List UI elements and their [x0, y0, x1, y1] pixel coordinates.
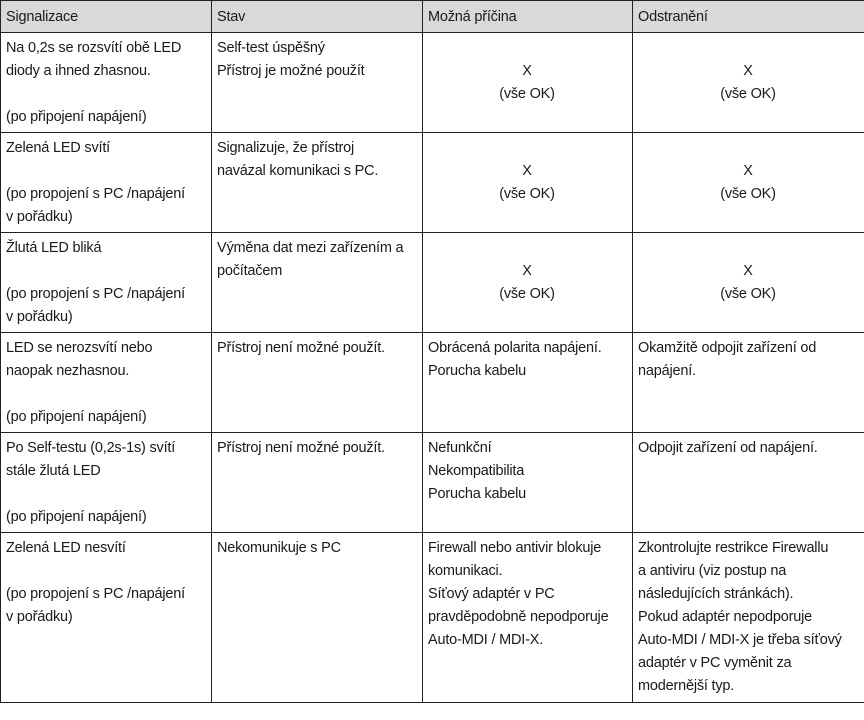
state-cell — [212, 333, 423, 433]
remedy-cell — [633, 533, 864, 703]
signal-cell — [1, 533, 212, 703]
cause-text: Nekompatibilita — [428, 463, 525, 479]
table-row — [1, 533, 864, 703]
signal-cell — [1, 33, 212, 133]
signal-note: (po připojení napájení) — [6, 409, 147, 425]
signal-text: Po Self-testu (0,2s-1s) svítí — [6, 440, 176, 456]
cause-cell — [423, 533, 633, 703]
signal-cell — [1, 133, 212, 233]
column-header-remedy: Odstranění — [633, 1, 864, 33]
remedy-text: adaptér v PC vyměnit za — [638, 655, 792, 671]
remedy-cell — [633, 233, 864, 333]
remedy-text: Auto-MDI / MDI-X je třeba síťový — [638, 632, 842, 648]
signal-text: Žlutá LED bliká — [6, 240, 102, 256]
remedy-text: následujících stránkách). — [638, 586, 794, 602]
cause-cell — [423, 333, 633, 433]
remedy-text: (vše OK) — [720, 86, 776, 102]
state-cell — [212, 533, 423, 703]
cause-text: (vše OK) — [499, 286, 555, 302]
state-text: Self-test úspěšný — [217, 40, 325, 56]
remedy-text: X — [743, 263, 753, 279]
state-text: Přístroj je možné použít — [217, 63, 365, 79]
remedy-text: Okamžitě odpojit zařízení od — [638, 340, 817, 356]
signal-text: stále žlutá LED — [6, 463, 101, 479]
state-cell — [212, 233, 423, 333]
column-header-signalization: Signalizace — [1, 1, 212, 33]
signal-text: LED se nerozsvítí nebo — [6, 340, 153, 356]
state-text: Přístroj není možné použít. — [217, 440, 385, 456]
signal-note: (po propojení s PC /napájení — [6, 586, 185, 602]
signal-cell — [1, 433, 212, 533]
signal-text: Zelená LED svítí — [6, 140, 110, 156]
signal-text: naopak nezhasnou. — [6, 363, 130, 379]
cause-text: X — [522, 163, 532, 179]
column-header-state: Stav — [212, 1, 423, 33]
remedy-text: (vše OK) — [720, 186, 776, 202]
cause-text: X — [522, 263, 532, 279]
table-row — [1, 433, 864, 533]
cause-cell — [423, 33, 633, 133]
remedy-text: Zkontrolujte restrikce Firewallu — [638, 540, 829, 556]
remedy-text: a antiviru (viz postup na — [638, 563, 787, 579]
cause-text: Porucha kabelu — [428, 486, 526, 502]
remedy-cell — [633, 33, 864, 133]
remedy-cell — [633, 333, 864, 433]
cause-text: Auto-MDI / MDI-X. — [428, 632, 544, 648]
state-cell — [212, 33, 423, 133]
remedy-text: napájení. — [638, 363, 696, 379]
remedy-cell — [633, 133, 864, 233]
signal-cell — [1, 333, 212, 433]
cause-text: X — [522, 63, 532, 79]
table-row — [1, 133, 864, 233]
cause-text: Síťový adaptér v PC — [428, 586, 555, 602]
cause-cell — [423, 133, 633, 233]
state-text: Přístroj není možné použít. — [217, 340, 385, 356]
signal-note: (po propojení s PC /napájení — [6, 186, 185, 202]
remedy-cell — [633, 433, 864, 533]
cause-text: Nefunkční — [428, 440, 492, 456]
table-row — [1, 33, 864, 133]
signal-text: Na 0,2s se rozsvítí obě LED — [6, 40, 182, 56]
signal-text: diody a ihned zhasnou. — [6, 63, 151, 79]
signal-note: (po propojení s PC /napájení — [6, 286, 185, 302]
table-row — [1, 333, 864, 433]
remedy-text: Odpojit zařízení od napájení. — [638, 440, 818, 456]
cause-text: (vše OK) — [499, 186, 555, 202]
state-text: navázal komunikaci s PC. — [217, 163, 379, 179]
cause-cell — [423, 433, 633, 533]
cause-cell — [423, 233, 633, 333]
state-text: Výměna dat mezi zařízením a — [217, 240, 404, 256]
state-text: Signalizuje, že přístroj — [217, 140, 355, 156]
remedy-text: (vše OK) — [720, 286, 776, 302]
cause-text: Porucha kabelu — [428, 363, 526, 379]
cause-text: Firewall nebo antivir blokuje — [428, 540, 602, 556]
state-text: Nekomunikuje s PC — [217, 540, 341, 556]
cause-text: komunikaci. — [428, 563, 503, 579]
remedy-text: X — [743, 63, 753, 79]
state-cell — [212, 133, 423, 233]
signal-note: v pořádku) — [6, 209, 73, 225]
remedy-text: X — [743, 163, 753, 179]
remedy-text: Pokud adaptér nepodporuje — [638, 609, 812, 625]
signal-note: v pořádku) — [6, 609, 73, 625]
table-header-row — [1, 1, 864, 33]
signal-text: Zelená LED nesvítí — [6, 540, 126, 556]
signal-cell — [1, 233, 212, 333]
signal-note: (po připojení napájení) — [6, 109, 147, 125]
column-header-possible-cause: Možná příčina — [423, 1, 633, 33]
signal-note: (po připojení napájení) — [6, 509, 147, 525]
cause-text: pravděpodobně nepodporuje — [428, 609, 609, 625]
cause-text: (vše OK) — [499, 86, 555, 102]
signal-note: v pořádku) — [6, 309, 73, 325]
state-cell — [212, 433, 423, 533]
remedy-text: modernější typ. — [638, 678, 735, 694]
cause-text: Obrácená polarita napájení. — [428, 340, 602, 356]
table-row — [1, 233, 864, 333]
state-text: počítačem — [217, 263, 283, 279]
